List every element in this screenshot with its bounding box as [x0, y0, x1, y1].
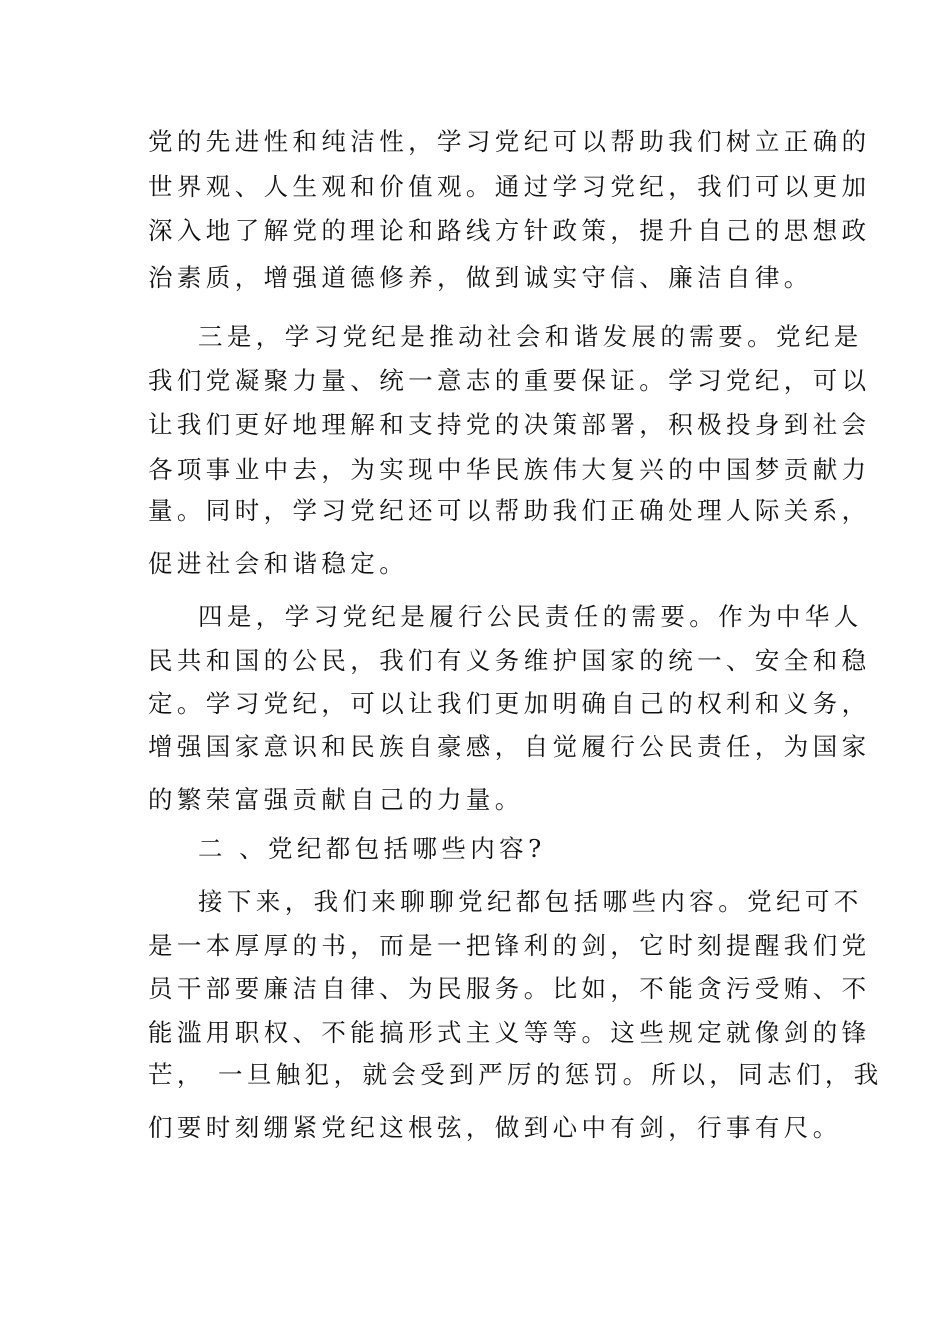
section-heading: 二 、党纪都包括哪些内容? [198, 834, 546, 863]
text-line: 是一本厚厚的书，而是一把锋利的剑，它时刻提醒我们党 [148, 931, 871, 960]
text-line: 促进社会和谐稳定。 [148, 549, 409, 578]
text-line: 深入地了解党的理论和路线方针政策，提升自己的思想政 [148, 216, 871, 245]
text-line: 世界观、人生观和价值观。通过学习党纪，我们可以更加 [148, 172, 871, 201]
text-line: 民共和国的公民，我们有义务维护国家的统一、安全和稳 [148, 646, 871, 675]
text-line: 能滥用职权、不能搞形式主义等等。这些规定就像剑的锋 [148, 1018, 871, 1047]
paragraph-start-line: 接下来，我们来聊聊党纪都包括哪些内容。党纪可不 [198, 887, 863, 916]
text-line: 治素质，增强道德修养，做到诚实守信、廉洁自律。 [148, 263, 813, 292]
text-line: 各项事业中去，为实现中华民族伟大复兴的中国梦贡献力 [148, 455, 871, 484]
text-line: 员干部要廉洁自律、为民服务。比如，不能贪污受贿、不 [148, 974, 871, 1003]
text-line: 的繁荣富强贡献自己的力量。 [148, 785, 524, 814]
text-line: 定。学习党纪，可以让我们更加明确自己的权利和义务， [148, 689, 871, 718]
text-line: 量。同时，学习党纪还可以帮助我们正确处理人际关系， [148, 496, 871, 525]
paragraph-start-line: 三是，学习党纪是推动社会和谐发展的需要。党纪是 [198, 322, 863, 351]
text-line: 们要时刻绷紧党纪这根弦，做到心中有剑，行事有尺。 [148, 1113, 842, 1142]
text-line: 增强国家意识和民族自豪感，自觉履行公民责任，为国家 [148, 732, 871, 761]
text-line: 芒， 一旦触犯，就会受到严厉的惩罚。所以，同志们，我 [148, 1060, 883, 1089]
text-line: 让我们更好地理解和支持党的决策部署，积极投身到社会 [148, 410, 871, 439]
text-line: 我们党凝聚力量、统一意志的重要保证。学习党纪，可以 [148, 366, 871, 395]
paragraph-start-line: 四是，学习党纪是履行公民责任的需要。作为中华人 [198, 602, 863, 631]
text-line: 党的先进性和纯洁性，学习党纪可以帮助我们树立正确的 [148, 127, 871, 156]
